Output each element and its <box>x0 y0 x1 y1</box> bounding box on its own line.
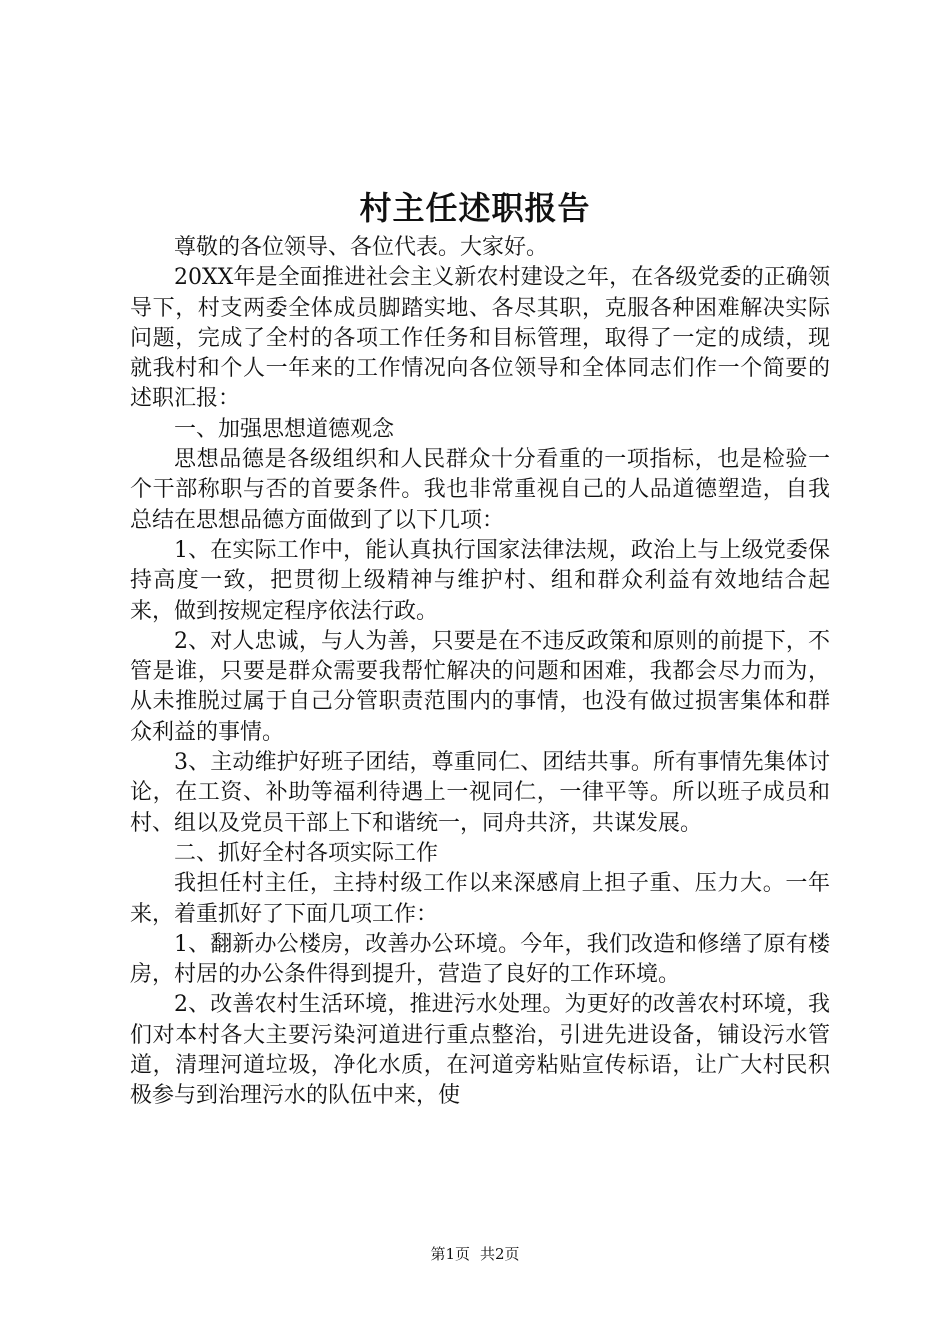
document-title: 村主任述职报告 <box>359 189 591 227</box>
paragraph-section-1-item-1: 1、在实际工作中，能认真执行国家法律法规，政治上与上级党委保持高度一致，把贯彻上级精神与维护村、组和群众利益有效地结合起来，做到按规定程序依法行政。 <box>130 537 830 624</box>
page-total: 共2页 <box>480 1245 520 1263</box>
section-heading-2: 二、抓好全村各项实际工作 <box>174 840 439 866</box>
paragraph-section-1-intro: 思想品德是各级组织和人民群众十分看重的一项指标，也是检验一个干部称职与否的首要条件。我也非常重视自己的人品道德塑造，自我总结在思想品德方面做到了以下几项： <box>130 447 830 533</box>
page-number: 第1页 <box>430 1245 470 1263</box>
paragraph-greeting: 尊敬的各位领导、各位代表。大家好。 <box>174 235 549 260</box>
paragraph-section-2-item-1: 1、翻新办公楼房，改善办公环境。今年，我们改造和修缮了原有楼房，村居的办公条件得到提升，营造了良好的工作环境。 <box>130 931 830 988</box>
section-heading-1: 一、加强思想道德观念 <box>174 416 395 442</box>
paragraph-intro: 20XX年是全面推进社会主义新农村建设之年，在各级党委的正确领导下，村支两委全体成员脚踏实地、各尽其职，克服各种困难解决实际问题，完成了全村的各项工作任务和目标管理，取得了一定的成绩，现就我村和个人一年来的工作情况向各位领导和全体同志们作一个简要的述职汇报： <box>130 265 830 412</box>
paragraph-section-1-item-3: 3、主动维护好班子团结，尊重同仁、团结共事。所有事情先集体讨论，在工资、补助等福利待遇上一视同仁，一律平等。所以班子成员和村、组以及党员干部上下和谐统一，同舟共济，共谋发展。 <box>130 750 830 836</box>
paragraph-section-2-item-2: 2、改善农村生活环境，推进污水处理。为更好的改善农村环境，我们对本村各大主要污染河道进行重点整治，引进先进设备，铺设污水管道，清理河道垃圾，净化水质，在河道旁粘贴宣传标语，让广大村民积极参与到治理污水的队伍中来，使 <box>130 992 830 1109</box>
paragraph-section-2-intro: 我担任村主任，主持村级工作以来深感肩上担子重、压力大。一年来，着重抓好了下面几项工作： <box>130 871 830 927</box>
page-footer <box>0 1244 950 1264</box>
document-body <box>130 233 830 1112</box>
paragraph-section-1-item-2: 2、对人忠诚，与人为善，只要是在不违反政策和原则的前提下，不管是谁，只要是群众需要我帮忙解决的问题和困难，我都会尽力而为，从未推脱过属于自己分管职责范围内的事情，也没有做过损害集体和群众利益的事情。 <box>130 628 830 745</box>
